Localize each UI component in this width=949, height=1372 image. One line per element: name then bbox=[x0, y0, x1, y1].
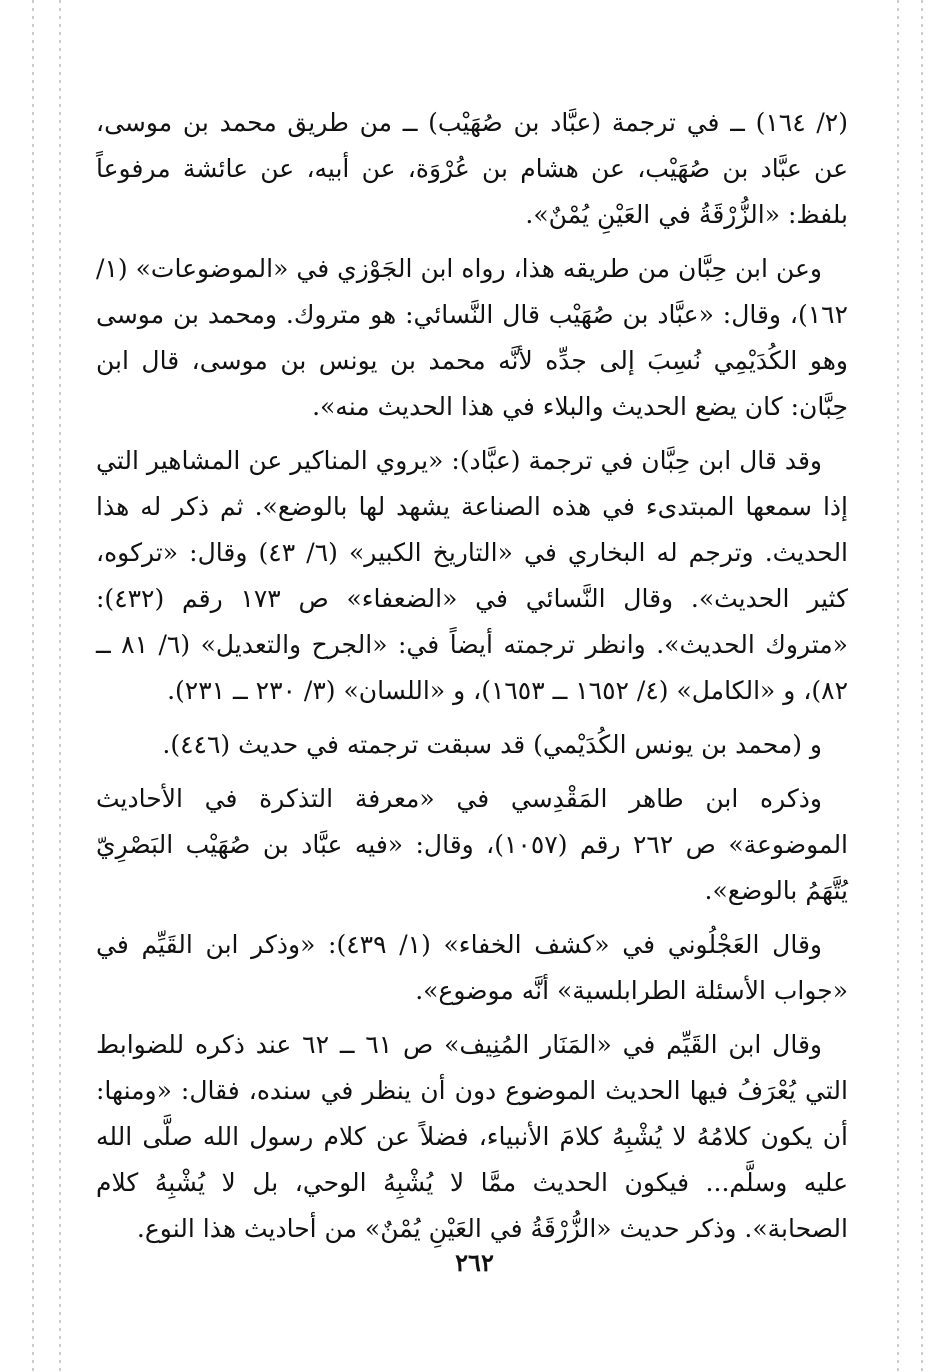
paragraph-1: (٢/ ١٦٤) ــ في ترجمة (عبَّاد بن صُهَيْب) ــ من طريق محمد بن موسى، عن عبَّاد بن صُهَيْب، عن هشام بن عُرْوَة، عن أبيه، عن عائشة مرفوعاً بلفظ: «الزُّرْقَةُ في العَيْنِ يُمْنٌ». bbox=[96, 108, 848, 229]
paragraph-4: و (محمد بن يونس الكُدَيْمي) قد سبقت ترجمته في حديث (٤٤٦). bbox=[162, 730, 822, 759]
paragraph-3: وقد قال ابن حِبَّان في ترجمة (عبَّاد): «يروي المناكير عن المشاهير التي إذا سمعها المبتدىء في هذه الصناعة يشهد لها بالوضع». ثم ذكر له هذا الحديث. وترجم له البخاري في «التاريخ الكبير» (٦/ ٤٣) وقال: «تركوه، كثير الحديث». وقال النَّسائي في «الضعفاء» ص ١٧٣ رقم (٤٣٢): «متروك الحديث». وانظر ترجمته أيضاً في: «الجرح والتعديل» (٦/ ٨١ ــ ٨٢)، و «الكامل» (٤/ ١٦٥٢ ــ ١٦٥٣)، و «اللسان» (٣/ ٢٣٠ ــ ٢٣١). bbox=[96, 446, 849, 705]
page-number: ٢٦٢ bbox=[455, 1248, 494, 1277]
paragraph-7: وقال ابن القَيِّم في «المَنَار المُنِيف» ص ٦١ ــ ٦٢ عند ذكره للضوابط التي يُعْرَفُ فيها الحديث الموضوع دون أن ينظر في سنده، فقال: «ومنها: أن يكون كلامُهُ لا يُشْبِهُ كلامَ الأنبياء، فضلاً عن كلام رسول الله صلَّى الله عليه وسلَّم... فيكون الحديث ممَّا لا يُشْبِهُ الوحي، بل لا يُشْبِهُ كلام الصحابة». وذكر حديث «الزُّرْقَةُ في العَيْنِ يُمْنٌ» من أحاديث هذا النوع. bbox=[96, 1030, 849, 1243]
paragraph-2: وعن ابن حِبَّان من طريقه هذا، رواه ابن الجَوْزي في «الموضوعات» (١/ ١٦٢)، وقال: «عبَّاد بن صُهَيْب قال النَّسائي: هو متروك. ومحمد بن موسى وهو الكُدَيْمِي نُسِبَ إلى جدِّه لأنَّه محمد بن يونس بن موسى، قال ابن حِبَّان: كان يضع الحديث والبلاء في هذا الحديث منه». bbox=[96, 254, 848, 421]
paragraph-6: وقال العَجْلُوني في «كشف الخفاء» (١/ ٤٣٩): «وذكر ابن القَيِّم في «جواب الأسئلة الطرابلسية» أنَّه موضوع». bbox=[96, 930, 848, 1005]
paragraph-5: وذكره ابن طاهر المَقْدِسي في «معرفة التذكرة في الأحاديث الموضوعة» ص ٢٦٢ رقم (١٠٥٧)، وقال: «فيه عبَّاد بن صُهَيْب البَصْرِيّ يُتَّهَمُ بالوضع». bbox=[96, 784, 849, 905]
page-body bbox=[96, 100, 848, 1260]
